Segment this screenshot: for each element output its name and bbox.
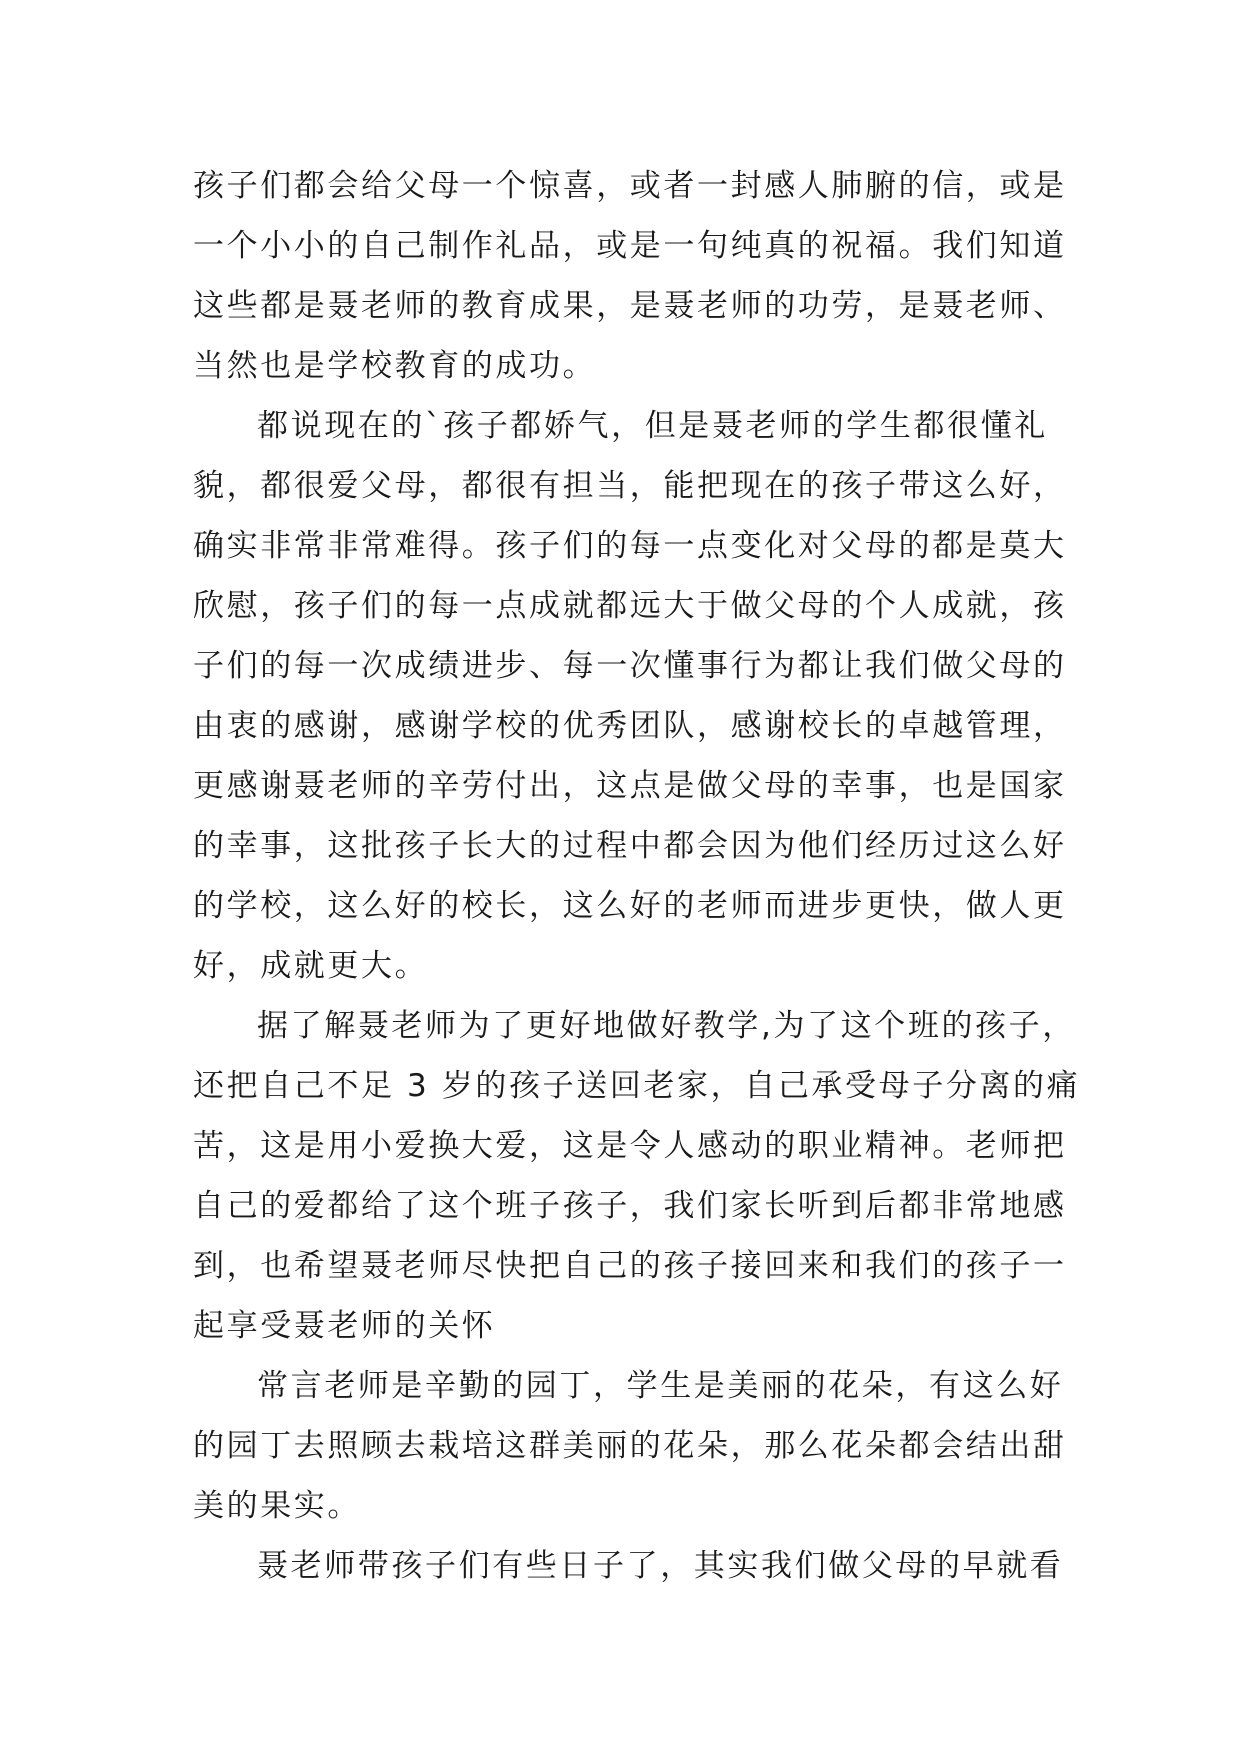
text-line: 这些都是聂老师的教育成果，是聂老师的功劳，是聂老师、 [193, 288, 1067, 324]
text-line: 的学校，这么好的校长，这么好的老师而进步更快，做人更 [193, 888, 1067, 924]
text-line: 欣慰，孩子们的每一点成就都远大于做父母的个人成就，孩 [193, 588, 1067, 624]
paragraph-first-line: 都说现在的`孩子都娇气，但是聂老师的学生都很懂礼 [257, 408, 1048, 444]
paragraph-first-line: 聂老师带孩子们有些日子了，其实我们做父母的早就看 [257, 1548, 1064, 1584]
text-line: 的园丁去照顾去栽培这群美丽的花朵，那么花朵都会结出甜 [193, 1428, 1067, 1464]
text-line: 到，也希望聂老师尽快把自己的孩子接回来和我们的孩子一 [193, 1248, 1067, 1284]
text-line: 当然也是学校教育的成功。 [193, 348, 597, 384]
text-line: 更感谢聂老师的辛劳付出，这点是做父母的幸事，也是国家 [193, 768, 1067, 804]
document-body [193, 156, 1081, 1596]
text-line: 孩子们都会给父母一个惊喜，或者一封感人肺腑的信，或是 [193, 168, 1067, 204]
text-line: 还把自己不足 3 岁的孩子送回老家，自己承受母子分离的痛 [193, 1068, 1081, 1104]
text-line: 一个小小的自己制作礼品，或是一句纯真的祝福。我们知道 [193, 228, 1067, 264]
text-line: 确实非常非常难得。孩子们的每一点变化对父母的都是莫大 [193, 528, 1067, 564]
text-line: 子们的每一次成绩进步、每一次懂事行为都让我们做父母的 [193, 648, 1067, 684]
paragraph-first-line: 常言老师是辛勤的园丁，学生是美丽的花朵，有这么好 [257, 1368, 1064, 1404]
text-line: 起享受聂老师的关怀 [193, 1308, 496, 1344]
text-line: 好，成就更大。 [193, 948, 429, 984]
text-line: 自己的爱都给了这个班子孩子，我们家长听到后都非常地感 [193, 1188, 1067, 1224]
text-line: 美的果实。 [193, 1488, 361, 1524]
text-line: 貌，都很爱父母，都很有担当，能把现在的孩子带这么好， [193, 468, 1067, 504]
text-line: 由衷的感谢，感谢学校的优秀团队，感谢校长的卓越管理， [193, 708, 1067, 744]
text-line: 的幸事，这批孩子长大的过程中都会因为他们经历过这么好 [193, 828, 1067, 864]
text-line: 苦，这是用小爱换大爱，这是令人感动的职业精神。老师把 [193, 1128, 1067, 1164]
paragraph-first-line: 据了解聂老师为了更好地做好教学,为了这个班的孩子， [257, 1008, 1076, 1044]
